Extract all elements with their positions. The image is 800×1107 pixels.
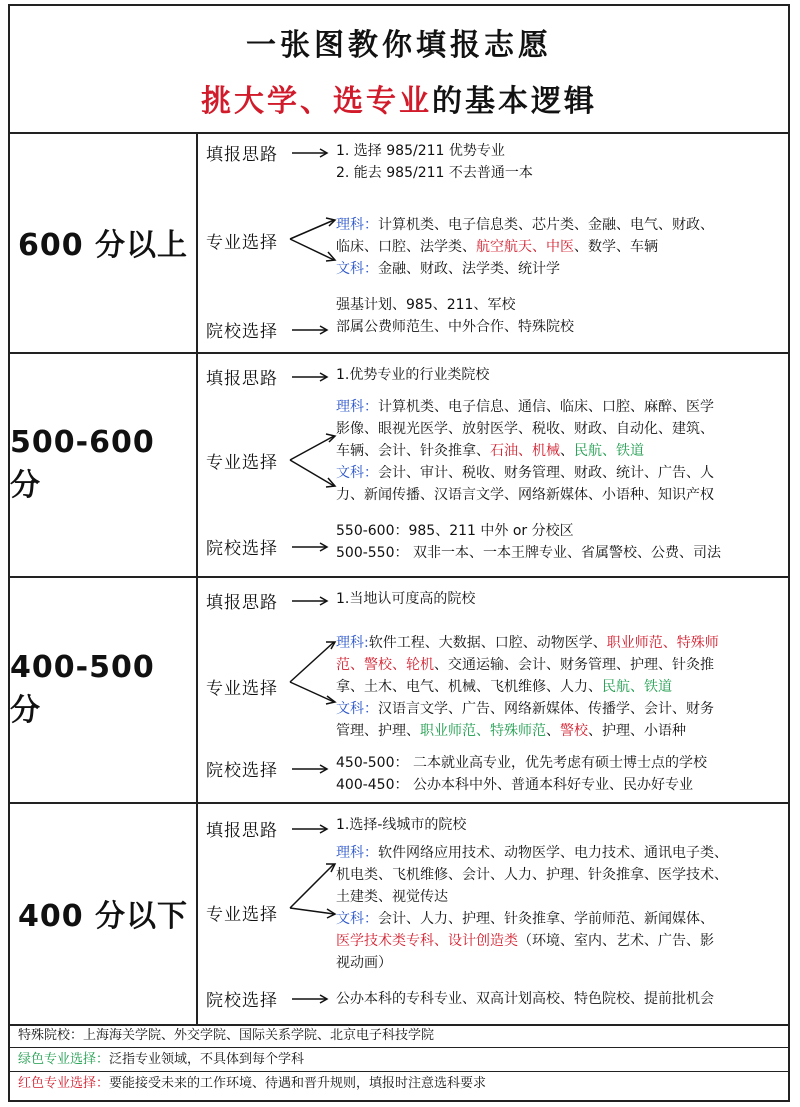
thinking-text: 1.优势专业的行业类院校 xyxy=(336,367,490,383)
major-label: 专业选择 xyxy=(206,453,278,473)
school-text: 强基计划、985、211、军校 部属公费师范生、中外合作、特殊院校 xyxy=(336,297,574,335)
score-label: 400 分以下 xyxy=(10,802,198,1024)
arrow-right-icon xyxy=(292,372,330,382)
major-text: 理科：计算机类、电子信息类、芯片类、金融、电气、财政、 临床、口腔、法学类、航空航天、中医、数学、车辆 文科：金融、财政、法学类、统计学 xyxy=(336,217,714,277)
arrow-right-icon xyxy=(292,542,330,552)
subtitle-black: 的基本逻辑 xyxy=(432,84,597,119)
page-subtitle xyxy=(10,76,788,120)
school-text: 550-600：985、211 中外 or 分校区 500-550： 双非一本、一本王牌专业、省属警校、公费、司法 xyxy=(336,523,721,561)
note-green: 绿色专业选择：泛指专业领域，不具体到每个学科 xyxy=(10,1048,788,1072)
score-label: 600 分以上 xyxy=(10,132,198,352)
thinking-label: 填报思路 xyxy=(206,593,278,613)
school-text: 公办本科的专科专业、双高计划高校、特色院校、提前批机会 xyxy=(336,991,714,1007)
section-below-400 xyxy=(10,802,788,1026)
arrow-right-icon xyxy=(292,325,330,335)
thinking-text: 1. 选择 985/211 优势专业 2. 能去 985/211 不去普通一本 xyxy=(336,143,533,181)
arrow-right-icon xyxy=(292,596,330,606)
fork-arrow-icon xyxy=(288,636,338,708)
school-label: 院校选择 xyxy=(206,322,278,342)
arrow-right-icon xyxy=(292,764,330,774)
subtitle-red: 挑大学、选专业 xyxy=(201,84,432,119)
major-label: 专业选择 xyxy=(206,233,278,253)
thinking-label: 填报思路 xyxy=(206,145,278,165)
arrow-right-icon xyxy=(292,148,330,158)
note-red: 红色专业选择：要能接受未来的工作环境、待遇和晋升规则，填报时注意选科要求 xyxy=(18,1076,487,1091)
thinking-label: 填报思路 xyxy=(206,821,278,841)
school-text: 450-500： 二本就业高专业，优先考虑有硕士博士点的学校 400-450： 公办本科中外、普通本科好专业、民办好专业 xyxy=(336,755,707,793)
arrow-right-icon xyxy=(292,994,330,1004)
major-text: 理科：计算机类、电子信息、通信、临床、口腔、麻醉、医学 影像、眼视光医学、放射医学、税收、财政、自动化、建筑、 车辆、会计、针灸推拿、石油、机械、民航、铁道 文科：会计、审计、税收、财务管理、财政、统计、广告、人 力、新闻传播、汉语言文学、网络新媒体、小语种、知识产权 xyxy=(336,399,714,503)
thinking-text: 1.当地认可度高的院校 xyxy=(336,591,476,607)
fork-arrow-icon xyxy=(288,214,338,264)
section-500-600 xyxy=(10,352,788,578)
footnotes xyxy=(10,1024,788,1096)
thinking-text: 1.选择-线城市的院校 xyxy=(336,817,467,833)
school-label: 院校选择 xyxy=(206,539,278,559)
major-label: 专业选择 xyxy=(206,679,278,699)
header xyxy=(10,6,788,134)
page-title: 一张图教你填报志愿 xyxy=(246,28,552,63)
note-special-schools: 特殊院校：上海海关学院、外交学院、国际关系学院、北京电子科技学院 xyxy=(10,1024,788,1048)
section-600-plus xyxy=(10,132,788,354)
school-label: 院校选择 xyxy=(206,761,278,781)
thinking-label: 填报思路 xyxy=(206,369,278,389)
section-400-500 xyxy=(10,576,788,804)
school-label: 院校选择 xyxy=(206,991,278,1011)
score-label: 500-600 分 xyxy=(10,352,198,576)
fork-arrow-icon xyxy=(288,858,338,918)
fork-arrow-icon xyxy=(288,430,338,490)
guide-sheet xyxy=(8,4,790,1102)
major-label: 专业选择 xyxy=(206,905,278,925)
major-text: 理科：软件网络应用技术、动物医学、电力技术、通讯电子类、 机电类、飞机维修、会计、人力、护理、针灸推拿、医学技术、 土建类、视觉传达 文科：会计、人力、护理、针灸推拿、学前师范、新闻媒体、 医学技术类专科、设计创造类（环境、室内、艺术、广告、影 视动画） xyxy=(336,845,728,971)
major-text: 理科:软件工程、大数据、口腔、动物医学、职业师范、特殊师 范、警校、轮机、交通运输、会计、财务管理、护理、针灸推 拿、土木、电气、机械、飞机维修、人力、民航、铁道 文科：汉语言文学、广告、网络新媒体、传播学、会计、财务 管理、护理、职业师范、特殊师范、警校、护理、小语种 xyxy=(336,635,719,739)
score-label: 400-500 分 xyxy=(10,576,198,802)
arrow-right-icon xyxy=(292,824,330,834)
